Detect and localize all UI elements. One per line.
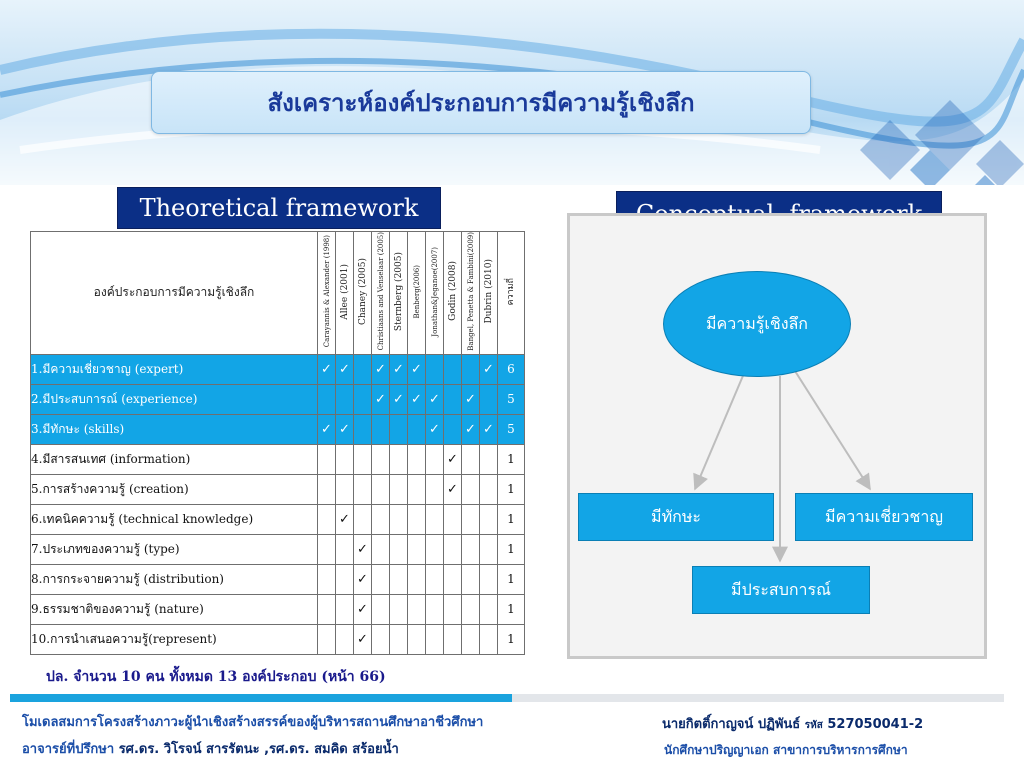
row-label: 7.ประเภทของความรู้ (type) bbox=[31, 534, 318, 564]
check-cell: ✓ bbox=[480, 414, 498, 444]
check-cell bbox=[444, 354, 462, 384]
row-label: 4.มีสารสนเทศ (information) bbox=[31, 444, 318, 474]
advisor-names: รศ.ดร. วิโรจน์ สารรัตนะ ,รศ.ดร. สมคิด สร้อยน้ำ bbox=[118, 742, 399, 757]
check-cell bbox=[480, 564, 498, 594]
check-cell: ✓ bbox=[444, 474, 462, 504]
count-cell: 1 bbox=[498, 504, 525, 534]
check-cell bbox=[462, 624, 480, 654]
check-cell bbox=[390, 594, 408, 624]
check-cell bbox=[426, 504, 444, 534]
author-header: Christiaans and Venselaar (2005) bbox=[372, 232, 390, 355]
check-cell bbox=[444, 594, 462, 624]
table-row bbox=[31, 474, 525, 504]
check-cell bbox=[390, 414, 408, 444]
check-cell bbox=[444, 414, 462, 444]
check-cell bbox=[462, 474, 480, 504]
check-cell bbox=[354, 444, 372, 474]
check-cell: ✓ bbox=[354, 624, 372, 654]
row-label: 3.มีทักษะ (skills) bbox=[31, 414, 318, 444]
check-cell bbox=[480, 504, 498, 534]
check-cell bbox=[408, 624, 426, 654]
check-cell bbox=[354, 414, 372, 444]
check-cell bbox=[354, 354, 372, 384]
check-cell bbox=[462, 534, 480, 564]
count-cell: 1 bbox=[498, 564, 525, 594]
check-cell bbox=[372, 534, 390, 564]
count-cell: 5 bbox=[498, 384, 525, 414]
conceptual-framework-panel bbox=[567, 213, 987, 659]
count-cell: 1 bbox=[498, 444, 525, 474]
check-cell bbox=[426, 534, 444, 564]
author-header: Carayannis & Alexander (1998) bbox=[318, 232, 336, 355]
check-cell bbox=[480, 534, 498, 564]
author-header: Dubrin (2010) bbox=[480, 232, 498, 355]
check-cell bbox=[372, 474, 390, 504]
check-cell: ✓ bbox=[408, 384, 426, 414]
check-cell bbox=[408, 534, 426, 564]
check-cell bbox=[426, 564, 444, 594]
check-cell bbox=[462, 354, 480, 384]
check-cell bbox=[390, 534, 408, 564]
check-cell bbox=[336, 624, 354, 654]
check-cell: ✓ bbox=[462, 384, 480, 414]
check-cell bbox=[318, 564, 336, 594]
check-cell bbox=[462, 594, 480, 624]
check-cell: ✓ bbox=[480, 354, 498, 384]
student-id: 527050041-2 bbox=[827, 717, 924, 732]
table-row bbox=[31, 444, 525, 474]
arrow-to-expert bbox=[795, 371, 870, 489]
row-label: 10.การนำเสนอความรู้(represent) bbox=[31, 624, 318, 654]
table-row bbox=[31, 384, 525, 414]
check-cell: ✓ bbox=[390, 384, 408, 414]
check-cell: ✓ bbox=[462, 414, 480, 444]
count-cell: 6 bbox=[498, 354, 525, 384]
check-cell bbox=[318, 474, 336, 504]
check-cell bbox=[426, 474, 444, 504]
check-cell bbox=[336, 534, 354, 564]
check-cell bbox=[372, 594, 390, 624]
author-header: Jonathan&Jeganoe(2007) bbox=[426, 232, 444, 355]
check-cell: ✓ bbox=[426, 384, 444, 414]
check-cell: ✓ bbox=[372, 354, 390, 384]
check-cell bbox=[408, 444, 426, 474]
table-row bbox=[31, 624, 525, 654]
table-row bbox=[31, 414, 525, 444]
check-cell: ✓ bbox=[408, 354, 426, 384]
student-name: นายกิตติ์กาญจน์ ปฏิพันธ์ bbox=[662, 717, 801, 732]
author-header: Chaney (2005) bbox=[354, 232, 372, 355]
check-cell bbox=[462, 504, 480, 534]
check-cell bbox=[390, 444, 408, 474]
table-row bbox=[31, 594, 525, 624]
concept-center-node: มีความรู้เชิงลึก bbox=[663, 271, 851, 377]
check-cell bbox=[354, 504, 372, 534]
author-header: Godin (2008) bbox=[444, 232, 462, 355]
count-cell: 1 bbox=[498, 474, 525, 504]
check-cell bbox=[336, 564, 354, 594]
count-cell: 1 bbox=[498, 534, 525, 564]
check-cell: ✓ bbox=[318, 354, 336, 384]
check-cell bbox=[318, 624, 336, 654]
check-cell bbox=[318, 384, 336, 414]
check-cell bbox=[480, 444, 498, 474]
check-cell bbox=[318, 444, 336, 474]
concept-skill-node: มีทักษะ bbox=[578, 493, 774, 541]
check-cell bbox=[480, 594, 498, 624]
row-label: 8.การกระจายความรู้ (distribution) bbox=[31, 564, 318, 594]
author-header: Sternberg (2005) bbox=[390, 232, 408, 355]
advisor-label: อาจารย์ที่ปรึกษา bbox=[22, 742, 115, 757]
check-cell bbox=[480, 624, 498, 654]
check-cell bbox=[426, 444, 444, 474]
check-cell bbox=[336, 444, 354, 474]
check-cell bbox=[336, 474, 354, 504]
check-cell bbox=[354, 474, 372, 504]
check-cell: ✓ bbox=[426, 414, 444, 444]
check-cell bbox=[336, 594, 354, 624]
concept-expert-node: มีความเชี่ยวชาญ bbox=[795, 493, 973, 541]
check-cell bbox=[462, 444, 480, 474]
advisor-line bbox=[22, 738, 399, 759]
check-cell bbox=[390, 624, 408, 654]
check-cell: ✓ bbox=[354, 534, 372, 564]
check-cell: ✓ bbox=[336, 504, 354, 534]
row-label: 5.การสร้างความรู้ (creation) bbox=[31, 474, 318, 504]
table-row bbox=[31, 504, 525, 534]
check-cell bbox=[390, 474, 408, 504]
program-line: นักศึกษาปริญญาเอก สาขาการบริหารการศึกษา bbox=[664, 743, 908, 757]
check-cell bbox=[390, 504, 408, 534]
check-cell bbox=[390, 564, 408, 594]
author-header: Bangel, Penetta & Fambini(2009) bbox=[462, 232, 480, 355]
check-cell: ✓ bbox=[336, 414, 354, 444]
row-label: 6.เทคนิคความรู้ (technical knowledge) bbox=[31, 504, 318, 534]
check-cell bbox=[444, 564, 462, 594]
check-cell bbox=[444, 534, 462, 564]
table-row bbox=[31, 534, 525, 564]
check-cell: ✓ bbox=[354, 564, 372, 594]
check-cell bbox=[336, 384, 354, 414]
check-cell bbox=[444, 384, 462, 414]
author-header: Benberg(2006) bbox=[408, 232, 426, 355]
check-cell bbox=[408, 594, 426, 624]
footnote: ปล. จำนวน 10 คน ทั้งหมด 13 องค์ประกอบ (หน้า 66) bbox=[46, 669, 386, 685]
check-cell bbox=[408, 414, 426, 444]
check-cell bbox=[408, 474, 426, 504]
footer-divider-gray bbox=[512, 694, 1004, 702]
check-cell bbox=[444, 624, 462, 654]
table-header-row bbox=[31, 232, 525, 355]
check-cell: ✓ bbox=[444, 444, 462, 474]
check-cell: ✓ bbox=[372, 384, 390, 414]
framework-table-container bbox=[30, 231, 525, 655]
check-cell bbox=[318, 534, 336, 564]
check-cell bbox=[426, 354, 444, 384]
arrow-to-skill bbox=[695, 371, 745, 489]
check-cell bbox=[372, 564, 390, 594]
framework-table bbox=[30, 231, 525, 655]
check-cell: ✓ bbox=[390, 354, 408, 384]
check-cell bbox=[426, 624, 444, 654]
count-header: ความถี่ bbox=[498, 232, 525, 355]
check-cell bbox=[372, 504, 390, 534]
check-cell bbox=[444, 504, 462, 534]
author-header: Allee (2001) bbox=[336, 232, 354, 355]
check-cell bbox=[354, 384, 372, 414]
table-row bbox=[31, 354, 525, 384]
check-cell bbox=[318, 594, 336, 624]
row-label: 2.มีประสบการณ์ (experience) bbox=[31, 384, 318, 414]
check-cell bbox=[372, 414, 390, 444]
corner-header: องค์ประกอบการมีความรู้เชิงลึก bbox=[31, 232, 318, 355]
slide-title-box bbox=[151, 71, 811, 134]
check-cell bbox=[408, 504, 426, 534]
row-label: 9.ธรรมชาติของความรู้ (nature) bbox=[31, 594, 318, 624]
check-cell bbox=[426, 594, 444, 624]
check-cell: ✓ bbox=[354, 594, 372, 624]
concept-experience-node: มีประสบการณ์ bbox=[692, 566, 870, 614]
check-cell bbox=[408, 564, 426, 594]
table-row bbox=[31, 564, 525, 594]
student-id-label: รหัส bbox=[804, 720, 823, 731]
check-cell: ✓ bbox=[336, 354, 354, 384]
check-cell: ✓ bbox=[318, 414, 336, 444]
footer-divider-blue bbox=[10, 694, 512, 702]
slide-title: สังเคราะห์องค์ประกอบการมีความรู้เชิงลึก bbox=[267, 89, 695, 117]
check-cell bbox=[480, 474, 498, 504]
check-cell bbox=[480, 384, 498, 414]
count-cell: 5 bbox=[498, 414, 525, 444]
count-cell: 1 bbox=[498, 594, 525, 624]
check-cell bbox=[372, 624, 390, 654]
theoretical-framework-label: Theoretical framework bbox=[117, 187, 441, 229]
check-cell bbox=[462, 564, 480, 594]
check-cell bbox=[318, 504, 336, 534]
row-label: 1.มีความเชี่ยวชาญ (expert) bbox=[31, 354, 318, 384]
model-title: โมเดลสมการโครงสร้างภาวะผู้นำเชิงสร้างสรรค์ของผู้บริหารสถานศึกษาอาชีวศึกษา bbox=[22, 715, 484, 730]
student-line bbox=[662, 713, 923, 734]
check-cell bbox=[372, 444, 390, 474]
count-cell: 1 bbox=[498, 624, 525, 654]
